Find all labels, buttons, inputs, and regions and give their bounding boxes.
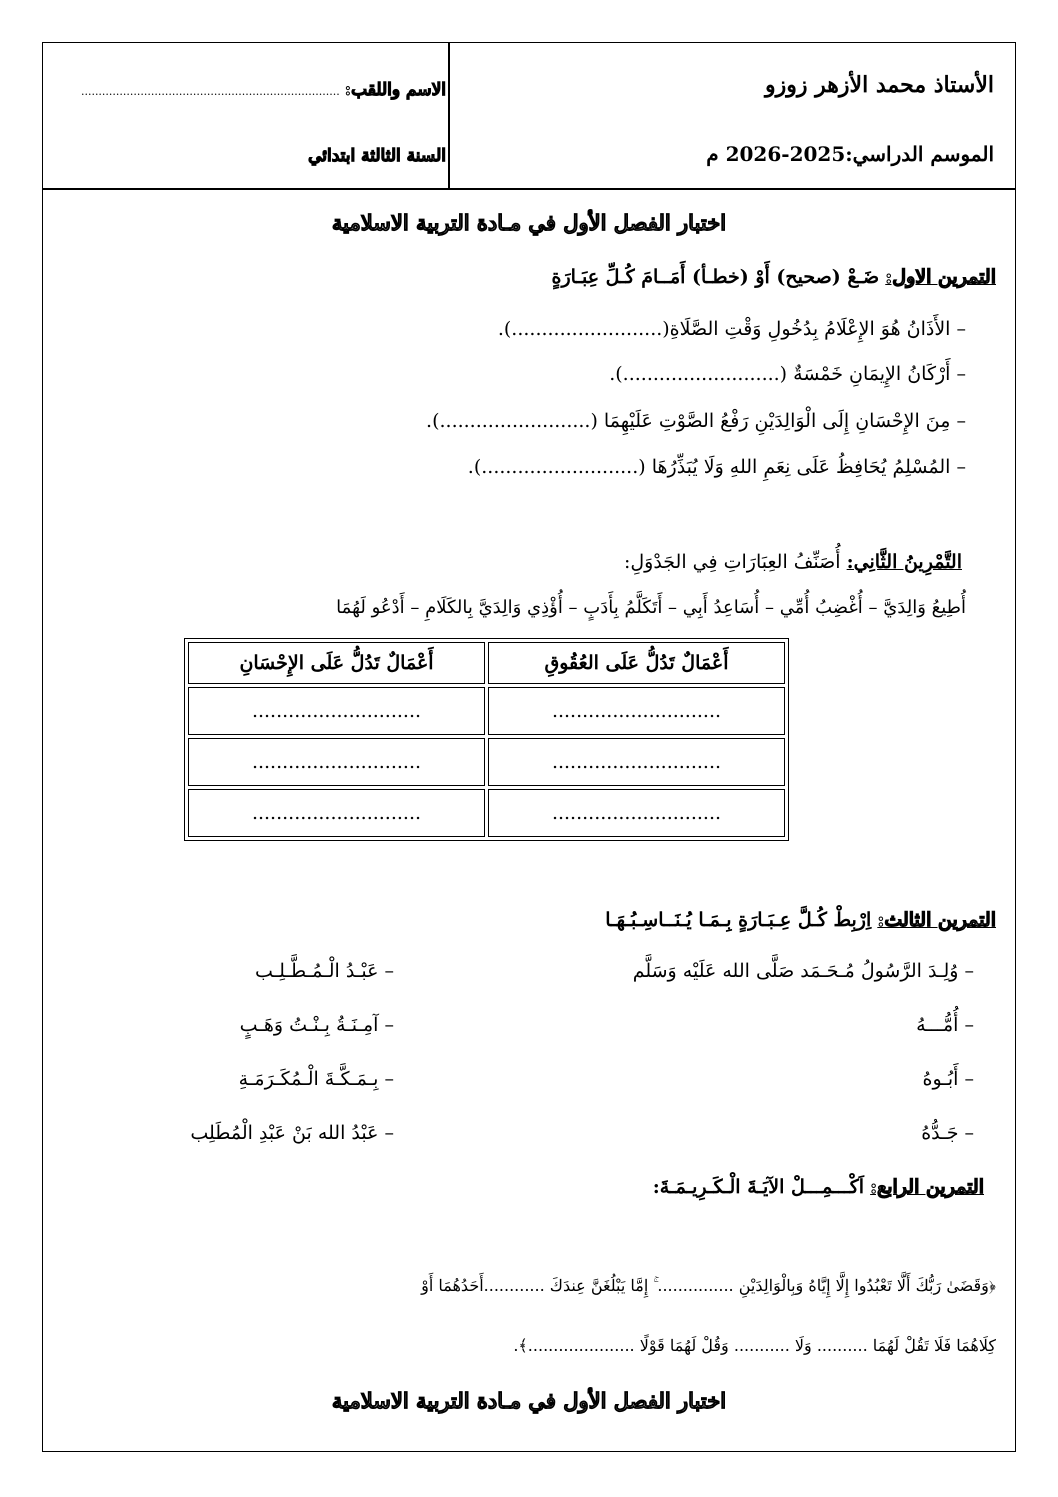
match-item-left: – جَـدُّهُ — [921, 1122, 974, 1144]
exercise3-label: التمرين الثالث: — [877, 909, 996, 931]
teacher-name: الأستاذ محمد الأزهر زوزو — [765, 72, 994, 98]
school-year: الموسم الدراسي:2025-2026 م — [706, 142, 994, 166]
verse-line-2: كِلَاهُمَا فَلَا تَقُلْ لَهُمَا .......... وَلَا ........... وَقُلْ لَهُمَا قَوْلًا .....................﴾. — [513, 1336, 996, 1355]
answer-cell[interactable]: ............................ — [488, 687, 785, 735]
column-header-ingratitude: أَعْمَالٌ تَدُلُّ عَلَى العُقُوقِ — [488, 642, 785, 684]
answer-cell[interactable]: ............................ — [488, 789, 785, 837]
grade-label: السنة الثالثة ابتدائي — [308, 146, 446, 166]
exercise2-instruction: أُصَنِّفُ العِبَارَاتِ فِي الجَدْوَلِ: — [623, 551, 841, 573]
match-item-right: – بِـمَـكَّـةَ الْـمُكَـرَمَـةِ — [238, 1068, 394, 1090]
exercise1-label: التمرين الاول: — [885, 266, 996, 288]
exercise3-heading — [605, 909, 996, 931]
exam-title: اختبار الفصل الأول في مـادة التربية الاسلامية — [331, 210, 727, 235]
exercise4-heading — [653, 1176, 984, 1198]
column-header-kindness: أَعْمَالٌ تَدُلُّ عَلَى الإِحْسَانِ — [188, 642, 485, 684]
exercise1-heading — [552, 266, 997, 288]
match-item-left: – وُلِـدَ الرَّسُولُ مُـحَـمَد صَلَّى الله عَلَيْه وَسَلَّم — [632, 960, 974, 982]
exercise3-instruction: اِرْبِطْ كُـلَّ عِـبَـارَةٍ بِـمَـا يُـنَــاسِـبُـهَـا — [605, 909, 872, 931]
match-item-left: – أُمُّـــهُ — [916, 1014, 974, 1036]
match-item-right: – آمِـنَـةُ بِـنْـتُ وَهَـبٍ — [239, 1014, 394, 1036]
name-field[interactable] — [81, 80, 446, 100]
exercise1-item: – أَرْكَانُ الإِيمَانِ خَمْسَةٌ (..........................). — [609, 363, 966, 385]
exercise1-instruction: ضَـعْ (صحيح) أَوْ (خطـأ) أَمَــامَ كُـلِّ عِبَـارَةٍ — [551, 266, 880, 288]
exercise1-item-text: مِنَ الإِحْسَانِ إِلَى الْوَالِدَيْنِ رَفْعُ الصَّوْتِ عَلَيْهِمَا (.........................). — [426, 410, 951, 432]
name-dots: .......................................................................... — [80, 85, 340, 98]
footer-title: اختبار الفصل الأول في مـادة التربية الاسلامية — [331, 1388, 727, 1413]
exercise1-item: – الأَذَانُ هُوَ الإِعْلَامُ بِدُخُولِ وَقْتِ الصَّلَاةِ(.........................). — [497, 318, 966, 340]
exercise1-item: – المُسْلِمُ يُحَافِظُ عَلَى نِعَمِ اللهِ وَلَا يُبَذِّرُهَا (..........................). — [467, 456, 966, 478]
match-item-left: – أَبُـوهُ — [922, 1068, 974, 1090]
exercise1-item-text: المُسْلِمُ يُحَافِظُ عَلَى نِعَمِ اللهِ وَلَا يُبَذِّرُهَا (..........................). — [467, 456, 951, 478]
answer-cell[interactable]: ............................ — [488, 738, 785, 786]
name-label: الاسم واللقب: — [344, 80, 446, 100]
answer-cell[interactable]: ............................ — [188, 789, 485, 837]
answer-cell[interactable]: ............................ — [188, 738, 485, 786]
answer-cell[interactable]: ............................ — [188, 687, 485, 735]
header-divider-vertical — [448, 43, 450, 188]
exercise4-instruction: اَكْـــمِـــلْ الآيَـةَ الْـكَـرِيـمَـةَ: — [652, 1176, 865, 1198]
exercise2-heading — [624, 551, 962, 573]
exercise4-label: التمرين الرابع: — [870, 1176, 984, 1198]
match-item-right: – عَبْـدُ الْـمُـطَّـلِـب — [254, 960, 394, 982]
match-item-right: – عَبْدُ الله بَنْ عَبْدِ الْمُطَلِب — [190, 1122, 394, 1144]
verse-line-1: ﴿وَقَضَىٰ رَبُّكَ أَلَّا تَعْبُدُوا إِلَّا إِيَّاهُ وَبِالْوَالِدَيْنِ ............... ۚ إِمَّا يَبْلُغَنَّ عِندَكَ ............أَحَدُهُمَا أَوْ — [421, 1276, 996, 1295]
exercise2-label: التَّمْرِينُ الثَّانِي: — [846, 551, 962, 573]
classification-table — [184, 638, 789, 841]
exercise1-item-text: أَرْكَانُ الإِيمَانِ خَمْسَةٌ (..........................). — [609, 363, 951, 385]
exercise2-phrases: أُطِيعُ وَالِدَيَّ – أُغْضِبُ أُمِّي – أُسَاعِدُ أَبِي – أَتَكَلَّمُ بِأَدَبٍ – أُؤْذِي وَالِدَيَّ بِالكَلَامِ – أَدْعُو لَهُمَا — [336, 597, 966, 618]
header-divider-horizontal — [43, 188, 1015, 190]
exercise1-item: – مِنَ الإِحْسَانِ إِلَى الْوَالِدَيْنِ رَفْعُ الصَّوْتِ عَلَيْهِمَا (.........................). — [426, 410, 966, 432]
